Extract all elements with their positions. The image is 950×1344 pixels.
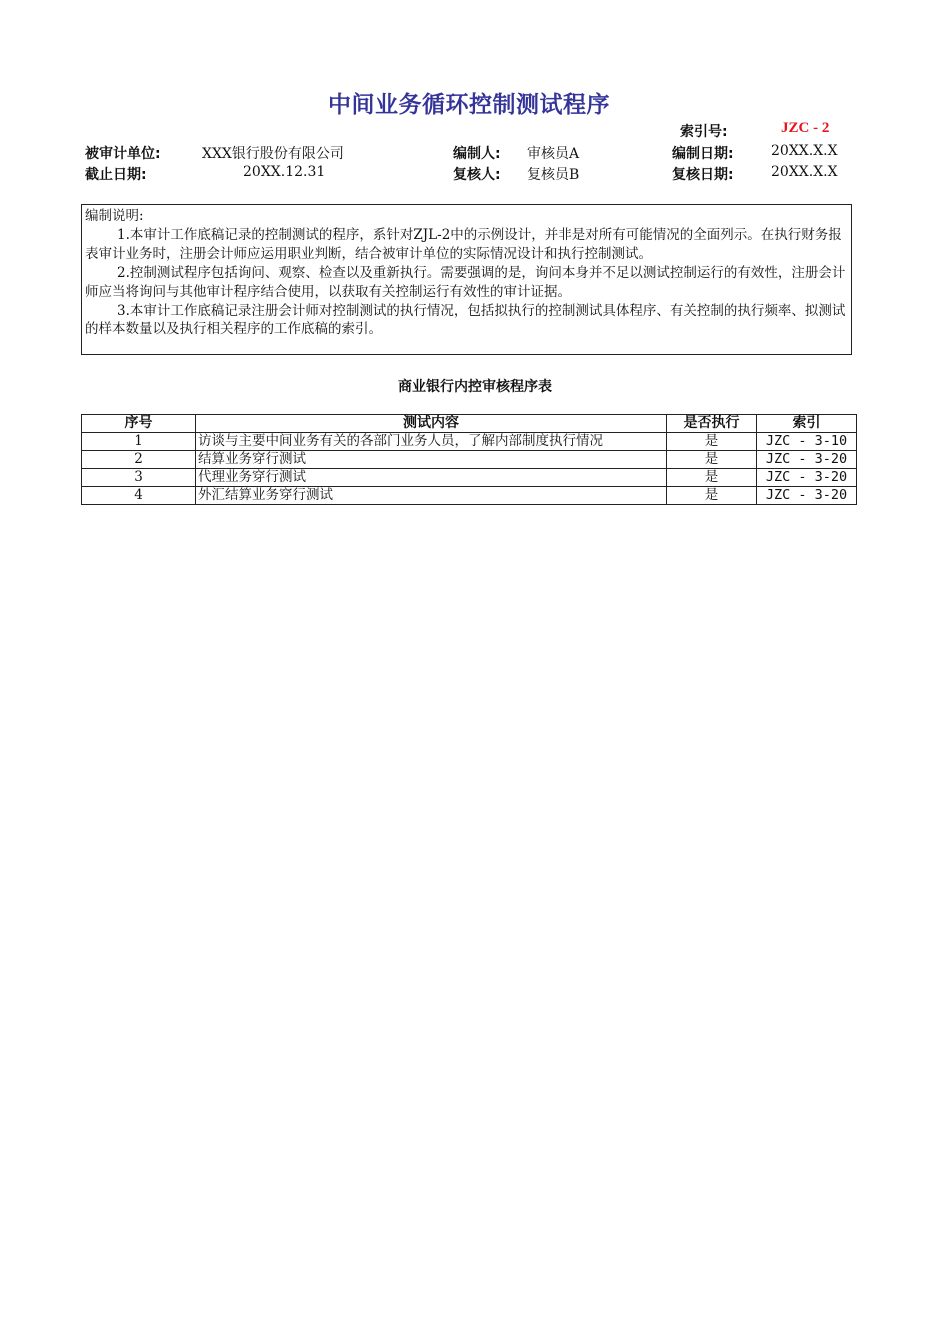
procedure-table	[81, 414, 857, 505]
column-header-index: 索引	[757, 415, 857, 433]
table-title: 商业银行内控审核程序表	[398, 379, 552, 395]
index-label: 索引号:	[680, 124, 728, 140]
notes-item-2: 2.控制测试程序包括询问、观察、检查以及重新执行。需要强调的是，询问本身并不足以测试控制运行的有效性，注册会计师应当将询问与其他审计程序结合使用，以获取有关控制运行有效性的审计证据。	[85, 264, 846, 300]
row-index: JZC - 3-20	[757, 451, 857, 469]
reviewer-label: 复核人:	[453, 167, 501, 183]
table-row	[82, 433, 857, 451]
row-executed: 是	[667, 451, 757, 469]
cutoff-date-value: 20XX.12.31	[243, 164, 326, 180]
notes-item-3: 3.本审计工作底稿记录注册会计师对控制测试的执行情况，包括拟执行的控制测试具体程序、有关控制的执行频率、拟测试的样本数量以及执行相关程序的工作底稿的索引。	[85, 302, 846, 338]
row-no: 2	[82, 451, 196, 469]
row-index: JZC - 3-20	[757, 469, 857, 487]
page-title: 中间业务循环控制测试程序	[328, 92, 610, 118]
row-content: 访谈与主要中间业务有关的各部门业务人员，了解内部制度执行情况	[196, 433, 667, 451]
row-content: 结算业务穿行测试	[196, 451, 667, 469]
audited-unit-label: 被审计单位:	[85, 146, 161, 162]
row-no: 3	[82, 469, 196, 487]
prepare-date-value: 20XX.X.X	[771, 143, 838, 159]
row-no: 4	[82, 487, 196, 505]
row-executed: 是	[667, 487, 757, 505]
row-executed: 是	[667, 469, 757, 487]
column-header-executed: 是否执行	[667, 415, 757, 433]
row-content: 外汇结算业务穿行测试	[196, 487, 667, 505]
table-row	[82, 469, 857, 487]
review-date-value: 20XX.X.X	[771, 164, 838, 180]
preparer-label: 编制人:	[453, 146, 501, 162]
row-content: 代理业务穿行测试	[196, 469, 667, 487]
row-index: JZC - 3-20	[757, 487, 857, 505]
row-no: 1	[82, 433, 196, 451]
index-value: JZC - 2	[781, 120, 830, 136]
column-header-content: 测试内容	[196, 415, 667, 433]
row-index: JZC - 3-10	[757, 433, 857, 451]
audited-unit-value: XXX银行股份有限公司	[202, 146, 344, 162]
preparation-notes	[81, 204, 852, 355]
notes-heading: 编制说明:	[85, 208, 144, 224]
row-executed: 是	[667, 433, 757, 451]
table-header-row	[82, 415, 857, 433]
table-row	[82, 487, 857, 505]
column-header-no: 序号	[82, 415, 196, 433]
review-date-label: 复核日期:	[672, 167, 734, 183]
cutoff-date-label: 截止日期:	[85, 167, 147, 183]
preparer-value: 审核员A	[527, 146, 580, 162]
table-row	[82, 451, 857, 469]
reviewer-value: 复核员B	[527, 167, 580, 183]
prepare-date-label: 编制日期:	[672, 146, 734, 162]
notes-item-1: 1.本审计工作底稿记录的控制测试的程序，系针对ZJL-2中的示例设计，并非是对所有可能情况的全面列示。在执行财务报表审计业务时，注册会计师应运用职业判断，结合被审计单位的实际情况设计和执行控制测试。	[85, 226, 842, 262]
